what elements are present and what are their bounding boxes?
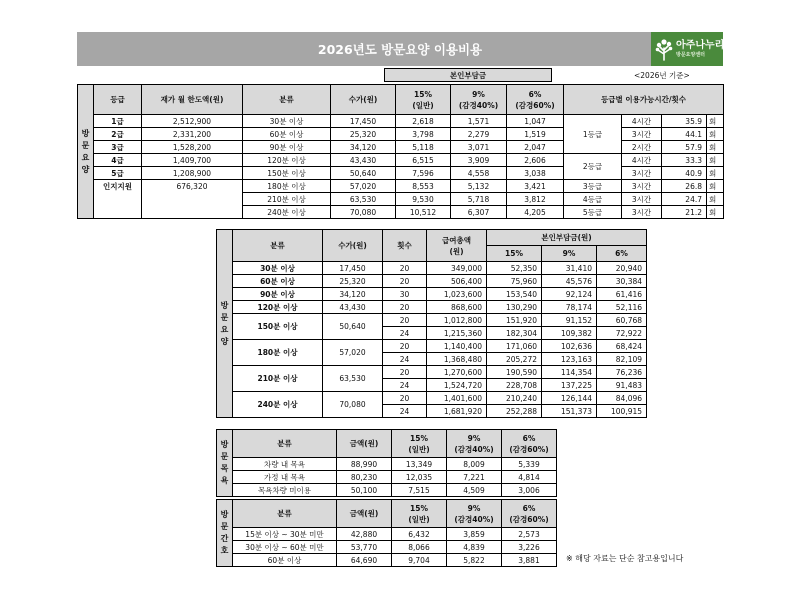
table-cell: 102,636 — [542, 340, 597, 353]
table-cell: 30분 이상 — [243, 115, 331, 128]
table-cell: 4,839 — [447, 541, 502, 554]
cell-text: 방문간호 — [220, 510, 229, 555]
table-cell: 7,221 — [447, 471, 502, 484]
col-header — [502, 430, 557, 458]
col-header — [392, 500, 447, 528]
table-cell: 회 — [707, 115, 715, 128]
table-cell: 50,640 — [323, 314, 383, 340]
table-cell: 506,400 — [427, 275, 487, 288]
table-row — [78, 115, 724, 128]
cell-text: (일반) — [408, 514, 430, 524]
table-cell: 31,410 — [542, 262, 597, 275]
reference-date: <2026년 기준> — [634, 71, 690, 80]
table-cell: 1,140,400 — [427, 340, 487, 353]
cell-text: (감경40%) — [454, 514, 494, 524]
table-cell: 목욕차량 미이용 — [233, 484, 337, 497]
table-cell: 3시간 — [622, 193, 662, 206]
table-cell: 회 — [707, 128, 715, 141]
col-header: 분류 — [233, 500, 337, 528]
table-cell: 6,307 — [451, 206, 507, 219]
table-cell: 60분 이상 — [233, 554, 337, 567]
table-cell: 5,718 — [451, 193, 507, 206]
table-cell: 30 — [383, 288, 427, 301]
table-cell: 24 — [383, 327, 427, 340]
table-row — [78, 193, 724, 206]
logo-name: 아주나누리 — [676, 39, 725, 51]
table-cell: 91,152 — [542, 314, 597, 327]
table-cell: 3시간 — [622, 206, 662, 219]
table-cell: 78,174 — [542, 301, 597, 314]
table-row — [217, 471, 557, 484]
table-cell: 20 — [383, 366, 427, 379]
table-cell: 4,558 — [451, 167, 507, 180]
table-cell: 6,515 — [396, 154, 451, 167]
table-cell: 24.7 — [662, 193, 707, 206]
table-cell: 34,120 — [331, 141, 396, 154]
table-cell: 3등급 — [564, 180, 622, 193]
reference-footnote: ※ 해당 자료는 단순 참고용입니다 — [566, 554, 684, 563]
table-cell: 25,320 — [331, 128, 396, 141]
table-cell: 80,230 — [337, 471, 392, 484]
table-cell: 126,144 — [542, 392, 597, 405]
table-cell: 2급 — [94, 128, 142, 141]
table-row — [217, 288, 647, 301]
table-cell: 60분 이상 — [233, 275, 323, 288]
table-cell: 76,236 — [597, 366, 647, 379]
cell-text: (원) — [449, 246, 464, 256]
cell-text: 방문요양 — [81, 128, 90, 174]
table-cell: 2,279 — [451, 128, 507, 141]
table-cell: 63,530 — [331, 193, 396, 206]
table-cell: 35.9 — [662, 115, 707, 128]
table-row — [217, 458, 557, 471]
logo-subtitle: 방문요양센터 — [676, 51, 705, 58]
table-cell: 1,208,900 — [142, 167, 243, 180]
table-cell: 42,880 — [337, 528, 392, 541]
col-header: 수가(원) — [331, 85, 396, 115]
section-label — [78, 85, 94, 219]
table-cell: 20 — [383, 392, 427, 405]
table-cell: 150분 이상 — [233, 314, 323, 340]
col-header: 수가(원) — [323, 230, 383, 262]
table-cell: 1,401,600 — [427, 392, 487, 405]
cell-text: 9% — [467, 433, 481, 443]
col-header: 분류 — [233, 230, 323, 262]
col-header: 분류 — [243, 85, 331, 115]
section-label — [217, 230, 233, 418]
cell-text: (일반) — [408, 444, 430, 454]
col-header: 등급별 이용가능시간/횟수 — [564, 85, 724, 115]
col-header: 본인부담금(원) — [487, 230, 647, 246]
table-cell: 45,576 — [542, 275, 597, 288]
section-label — [217, 430, 233, 497]
table-cell: 3,909 — [451, 154, 507, 167]
table-cell: 88,990 — [337, 458, 392, 471]
table-cell: 회 — [707, 193, 715, 206]
table-row — [217, 366, 647, 379]
col-header — [392, 430, 447, 458]
table-cell: 57,020 — [323, 340, 383, 366]
table-cell: 2,331,200 — [142, 128, 243, 141]
col-header: 횟수 — [383, 230, 427, 262]
table-cell: 120분 이상 — [233, 301, 323, 314]
table-cell: 2,618 — [396, 115, 451, 128]
table-cell: 가정 내 목욕 — [233, 471, 337, 484]
table-cell: 3,071 — [451, 141, 507, 154]
copay-caption: 본인부담금 — [384, 68, 552, 82]
table-cell: 20,940 — [597, 262, 647, 275]
table-cell: 1급 — [94, 115, 142, 128]
col-header — [502, 500, 557, 528]
table-cell: 회 — [707, 154, 715, 167]
table-cell: 1,571 — [451, 115, 507, 128]
table-row — [217, 275, 647, 288]
table-cell: 17,450 — [323, 262, 383, 275]
cell-text: (감경40%) — [454, 444, 494, 454]
table-cell: 1,368,480 — [427, 353, 487, 366]
table-cell: 4시간 — [622, 154, 662, 167]
table-cell: 1,047 — [507, 115, 564, 128]
table-cell: 68,424 — [597, 340, 647, 353]
table-cell: 인지지원 — [94, 180, 142, 193]
table-row — [217, 262, 647, 275]
cell-text: 6% — [522, 433, 536, 443]
table-cell: 3시간 — [622, 167, 662, 180]
table-cell: 1,528,200 — [142, 141, 243, 154]
table-cell: 30분 이상 ~ 60분 미만 — [233, 541, 337, 554]
page-title: 2026년도 방문요양 이용비용 — [317, 42, 483, 57]
table-cell: 1,524,720 — [427, 379, 487, 392]
col-header: 금액(원) — [337, 500, 392, 528]
table-cell: 회 — [707, 141, 715, 154]
table-cell: 4,814 — [502, 471, 557, 484]
cell-text: 6% — [528, 89, 542, 99]
tree-icon — [654, 36, 674, 62]
table-cell: 8,009 — [447, 458, 502, 471]
table-cell: 123,163 — [542, 353, 597, 366]
table-cell: 75,960 — [487, 275, 542, 288]
table-cell — [94, 206, 142, 219]
table-cell: 44.1 — [662, 128, 707, 141]
table-cell: 210,240 — [487, 392, 542, 405]
table-cell: 40.9 — [662, 167, 707, 180]
table-cell: 5,118 — [396, 141, 451, 154]
table-cell: 205,272 — [487, 353, 542, 366]
table-cell: 150분 이상 — [243, 167, 331, 180]
table-cell: 5,132 — [451, 180, 507, 193]
table-cell: 12,035 — [392, 471, 447, 484]
table-cell: 8,553 — [396, 180, 451, 193]
table-row — [78, 167, 724, 180]
table-cell: 17,450 — [331, 115, 396, 128]
table-cell: 349,000 — [427, 262, 487, 275]
table-cell: 차량 내 목욕 — [233, 458, 337, 471]
col-header — [396, 85, 451, 115]
table-cell: 13,349 — [392, 458, 447, 471]
table-cell: 1,519 — [507, 128, 564, 141]
col-header — [447, 500, 502, 528]
table-cell: 182,304 — [487, 327, 542, 340]
table-cell: 2,512,900 — [142, 115, 243, 128]
table-cell: 30,384 — [597, 275, 647, 288]
table-cell: 868,600 — [427, 301, 487, 314]
table-cell: 252,288 — [487, 405, 542, 418]
table-cell: 3,038 — [507, 167, 564, 180]
table-cell: 2등급 — [564, 154, 622, 180]
table-cell: 3,812 — [507, 193, 564, 206]
table-cell: 8,066 — [392, 541, 447, 554]
table-row — [78, 206, 724, 219]
table-cell: 210분 이상 — [233, 366, 323, 392]
table-cell: 24 — [383, 405, 427, 418]
section-label — [217, 500, 233, 567]
table-cell: 43,430 — [331, 154, 396, 167]
cell-text: 방문요양 — [220, 300, 229, 346]
col-header: 9% — [542, 246, 597, 262]
table-cell: 20 — [383, 262, 427, 275]
table-cell: 52,350 — [487, 262, 542, 275]
cell-text: 6% — [522, 503, 536, 513]
table-row — [78, 128, 724, 141]
cell-text: 9% — [467, 503, 481, 513]
table-cell: 7,596 — [396, 167, 451, 180]
table-cell: 1등급 — [564, 115, 622, 154]
table-cell: 130,290 — [487, 301, 542, 314]
col-header — [427, 230, 487, 262]
table-cell: 1,681,920 — [427, 405, 487, 418]
table-cell: 137,225 — [542, 379, 597, 392]
col-header: 6% — [597, 246, 647, 262]
table-row — [78, 154, 724, 167]
table-cell: 120분 이상 — [243, 154, 331, 167]
table-cell: 3시간 — [622, 128, 662, 141]
table-cell: 151,373 — [542, 405, 597, 418]
table-cell: 109,382 — [542, 327, 597, 340]
cell-text: 9% — [472, 89, 485, 99]
table-row — [217, 301, 647, 314]
table-row — [78, 141, 724, 154]
table-cell: 3시간 — [622, 180, 662, 193]
table-cell: 1,215,360 — [427, 327, 487, 340]
table-cell: 57,020 — [331, 180, 396, 193]
cell-text: 15% — [414, 89, 432, 99]
table-cell: 1,023,600 — [427, 288, 487, 301]
cell-text: (감경60%) — [509, 514, 549, 524]
table-cell: 20 — [383, 314, 427, 327]
table-cell: 210분 이상 — [243, 193, 331, 206]
table-cell: 50,100 — [337, 484, 392, 497]
table-cell: 4급 — [94, 154, 142, 167]
table-cell: 190,590 — [487, 366, 542, 379]
table-cell: 10,512 — [396, 206, 451, 219]
col-header: 재가 월 한도액(원) — [142, 85, 243, 115]
table-cell: 5,822 — [447, 554, 502, 567]
table-row — [217, 484, 557, 497]
table-cell: 60분 이상 — [243, 128, 331, 141]
title-bar — [77, 32, 723, 66]
table-cell: 153,540 — [487, 288, 542, 301]
cell-text: (일반) — [412, 100, 434, 110]
table-cell: 24 — [383, 353, 427, 366]
table-cell — [142, 193, 243, 206]
table-row — [217, 314, 647, 327]
table-cell: 82,109 — [597, 353, 647, 366]
table-cell: 3,881 — [502, 554, 557, 567]
table-cell: 2,606 — [507, 154, 564, 167]
table-cell: 90분 이상 — [233, 288, 323, 301]
table-cell: 1,409,700 — [142, 154, 243, 167]
table-cell: 53,770 — [337, 541, 392, 554]
table-cell: 84,096 — [597, 392, 647, 405]
table-row — [217, 392, 647, 405]
table-cell: 3,226 — [502, 541, 557, 554]
col-header — [507, 85, 564, 115]
table-cell: 180분 이상 — [243, 180, 331, 193]
col-header: 15% — [487, 246, 542, 262]
table-cell: 20 — [383, 301, 427, 314]
table-cell: 50,640 — [331, 167, 396, 180]
table-cell: 34,120 — [323, 288, 383, 301]
table-cell: 2,573 — [502, 528, 557, 541]
table-row — [217, 541, 557, 554]
table-cell: 72,922 — [597, 327, 647, 340]
col-header: 분류 — [233, 430, 337, 458]
table-cell: 70,080 — [331, 206, 396, 219]
table-cell: 2시간 — [622, 141, 662, 154]
table-cell: 61,416 — [597, 288, 647, 301]
table-cell: 114,354 — [542, 366, 597, 379]
table-cell: 228,708 — [487, 379, 542, 392]
table-cell: 4,509 — [447, 484, 502, 497]
table-cell: 52,116 — [597, 301, 647, 314]
cell-text: 15% — [410, 503, 428, 513]
table-cell: 20 — [383, 340, 427, 353]
cell-text: (감경60%) — [509, 444, 549, 454]
cell-text: 방문목욕 — [220, 440, 229, 485]
cell-text: (감경40%) — [458, 100, 499, 110]
table-cell: 3급 — [94, 141, 142, 154]
table-cell: 7,515 — [392, 484, 447, 497]
table-cell: 5등급 — [564, 206, 622, 219]
center-logo — [651, 32, 723, 66]
table-cell: 4등급 — [564, 193, 622, 206]
cell-text: 15% — [410, 433, 428, 443]
col-header: 등급 — [94, 85, 142, 115]
cell-text: 급여총액 — [442, 235, 471, 245]
col-header — [451, 85, 507, 115]
table-cell: 63,530 — [323, 366, 383, 392]
table-cell: 9,530 — [396, 193, 451, 206]
table-row — [217, 528, 557, 541]
table-cell: 3,859 — [447, 528, 502, 541]
table-cell: 3,006 — [502, 484, 557, 497]
table-cell: 3,421 — [507, 180, 564, 193]
table-cell: 24 — [383, 379, 427, 392]
visit-care-monthly-table — [216, 229, 647, 418]
table-cell: 15분 이상 ~ 30분 미만 — [233, 528, 337, 541]
table-cell: 100,915 — [597, 405, 647, 418]
table-cell: 1,012,800 — [427, 314, 487, 327]
table-cell: 70,080 — [323, 392, 383, 418]
table-cell: 151,920 — [487, 314, 542, 327]
table-cell: 4,205 — [507, 206, 564, 219]
col-header: 금액(원) — [337, 430, 392, 458]
table-row — [217, 340, 647, 353]
table-cell: 180분 이상 — [233, 340, 323, 366]
table-cell: 60,768 — [597, 314, 647, 327]
table-cell: 회 — [707, 206, 715, 219]
table-cell: 5급 — [94, 167, 142, 180]
table-cell: 90분 이상 — [243, 141, 331, 154]
table-cell: 1,270,600 — [427, 366, 487, 379]
table-cell: 92,124 — [542, 288, 597, 301]
table-cell: 4시간 — [622, 115, 662, 128]
table-cell: 240분 이상 — [243, 206, 331, 219]
table-cell: 91,483 — [597, 379, 647, 392]
table-cell: 3,798 — [396, 128, 451, 141]
table-cell — [142, 206, 243, 219]
table-cell: 240분 이상 — [233, 392, 323, 418]
table-cell: 21.2 — [662, 206, 707, 219]
col-header — [447, 430, 502, 458]
table-cell: 5,339 — [502, 458, 557, 471]
visit-care-overview-table — [77, 84, 724, 219]
table-cell: 30분 이상 — [233, 262, 323, 275]
visit-bath-table — [216, 429, 557, 497]
table-cell: 26.8 — [662, 180, 707, 193]
table-cell: 회 — [707, 180, 715, 193]
table-cell — [94, 193, 142, 206]
table-row — [217, 554, 557, 567]
table-cell: 171,060 — [487, 340, 542, 353]
table-cell: 회 — [707, 167, 715, 180]
table-row — [78, 180, 724, 193]
table-cell: 57.9 — [662, 141, 707, 154]
table-cell: 9,704 — [392, 554, 447, 567]
table-cell: 2,047 — [507, 141, 564, 154]
visit-nursing-table — [216, 499, 557, 567]
table-cell: 676,320 — [142, 180, 243, 193]
table-cell: 6,432 — [392, 528, 447, 541]
cell-text: (감경60%) — [515, 100, 555, 110]
table-cell: 20 — [383, 275, 427, 288]
table-cell: 64,690 — [337, 554, 392, 567]
table-cell: 33.3 — [662, 154, 707, 167]
table-cell: 43,430 — [323, 301, 383, 314]
table-cell: 25,320 — [323, 275, 383, 288]
